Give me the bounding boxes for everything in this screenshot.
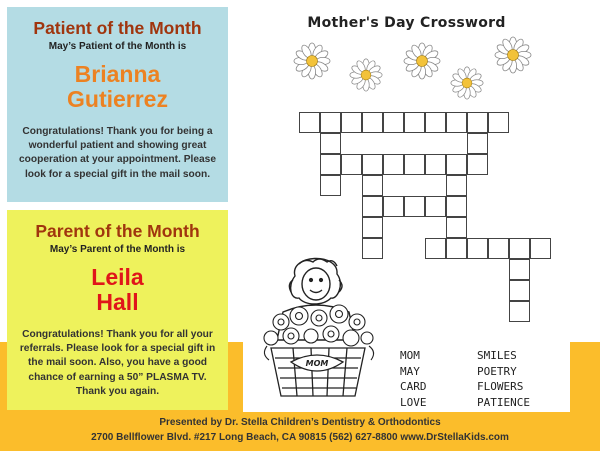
crossword-cell[interactable] bbox=[467, 238, 488, 259]
crossword-cell[interactable] bbox=[509, 280, 530, 301]
word-item: LOVE bbox=[400, 395, 427, 409]
patient-of-month-card bbox=[7, 7, 228, 202]
crossword-cell[interactable] bbox=[509, 259, 530, 280]
crossword-cell[interactable] bbox=[383, 196, 404, 217]
crossword-cell[interactable] bbox=[362, 154, 383, 175]
word-item: FLOWERS bbox=[477, 380, 524, 393]
parent-heading: Parent of the Month bbox=[35, 221, 200, 241]
crossword-cell[interactable] bbox=[509, 301, 530, 322]
crossword-cell[interactable] bbox=[383, 112, 404, 133]
crossword-cell[interactable] bbox=[362, 196, 383, 217]
crossword-cell[interactable] bbox=[509, 238, 530, 259]
daisy-icon bbox=[494, 36, 532, 74]
word-item: CARD bbox=[400, 380, 427, 393]
crossword-cell[interactable] bbox=[404, 112, 425, 133]
crossword-cell[interactable] bbox=[425, 238, 446, 259]
parent-of-month-card bbox=[7, 210, 228, 410]
word-item: PATIENCE bbox=[477, 395, 530, 409]
word-item: MOM bbox=[400, 349, 420, 362]
crossword-cell[interactable] bbox=[404, 196, 425, 217]
daisy-icon bbox=[349, 58, 383, 92]
crossword-cell[interactable] bbox=[362, 217, 383, 238]
crossword-cell[interactable] bbox=[425, 112, 446, 133]
crossword-cell[interactable] bbox=[467, 154, 488, 175]
crossword-cell[interactable] bbox=[320, 154, 341, 175]
crossword-cell[interactable] bbox=[299, 112, 320, 133]
crossword-panel bbox=[243, 0, 570, 412]
crossword-cell[interactable] bbox=[341, 112, 362, 133]
footer-address: 2700 Bellflower Blvd. #217 Long Beach, CA 90815 (562) 627-8800 www.DrStellaKids.com bbox=[91, 432, 509, 443]
basket-label: MOM bbox=[305, 359, 329, 368]
crossword-cell[interactable] bbox=[446, 112, 467, 133]
crossword-cell[interactable] bbox=[467, 112, 488, 133]
patient-message: Congratulations! Thank you for being a wonderful patient and showing great cooperation at your appointment. Please look for a special gift in the mail soon. bbox=[19, 126, 216, 180]
crossword-cell[interactable] bbox=[341, 154, 362, 175]
word-item: MAY bbox=[400, 364, 420, 378]
footer-presented-by: Presented by Dr. Stella Children’s Dentistry & Orthodontics bbox=[159, 417, 441, 428]
crossword-cell[interactable] bbox=[446, 196, 467, 217]
crossword-cell[interactable] bbox=[446, 175, 467, 196]
footer bbox=[0, 415, 600, 445]
daisy-icon bbox=[293, 42, 331, 80]
parent-first-name: Leila bbox=[91, 264, 144, 290]
crossword-cell[interactable] bbox=[425, 196, 446, 217]
crossword-cell[interactable] bbox=[320, 112, 341, 133]
crossword-cell[interactable] bbox=[446, 217, 467, 238]
patient-first-name: Brianna bbox=[74, 61, 161, 87]
patient-name bbox=[7, 62, 228, 112]
word-list-right bbox=[477, 348, 530, 410]
crossword-cell[interactable] bbox=[404, 154, 425, 175]
daisy-icon bbox=[450, 66, 484, 100]
parent-name bbox=[7, 265, 228, 315]
crossword-cell[interactable] bbox=[383, 154, 404, 175]
daisy-icon bbox=[403, 42, 441, 80]
mom-flower-basket-illustration bbox=[253, 250, 383, 402]
parent-message: Congratulations! Thank you for all your referrals. Please look for a special gift in the mail soon. Also, you have a good chance of earning a 50” PLASMA TV. Thank you again. bbox=[19, 329, 216, 397]
crossword-cell[interactable] bbox=[362, 112, 383, 133]
crossword-title: Mother's Day Crossword bbox=[307, 15, 506, 31]
parent-intro: May’s Parent of the Month is bbox=[49, 244, 186, 255]
crossword-cell[interactable] bbox=[425, 154, 446, 175]
crossword-cell[interactable] bbox=[467, 133, 488, 154]
crossword-cell[interactable] bbox=[362, 175, 383, 196]
crossword-cell[interactable] bbox=[446, 238, 467, 259]
crossword-cell[interactable] bbox=[320, 175, 341, 196]
crossword-cell[interactable] bbox=[488, 112, 509, 133]
word-list-left bbox=[400, 348, 427, 410]
word-item: POETRY bbox=[477, 364, 517, 378]
word-item: SMILES bbox=[477, 349, 517, 362]
patient-heading: Patient of the Month bbox=[33, 18, 202, 38]
crossword-cell[interactable] bbox=[320, 133, 341, 154]
crossword-cell[interactable] bbox=[446, 154, 467, 175]
parent-last-name: Hall bbox=[96, 289, 139, 315]
crossword-cell[interactable] bbox=[488, 238, 509, 259]
patient-intro: May’s Patient of the Month is bbox=[48, 41, 187, 52]
crossword-cell[interactable] bbox=[530, 238, 551, 259]
patient-last-name: Gutierrez bbox=[67, 86, 168, 112]
